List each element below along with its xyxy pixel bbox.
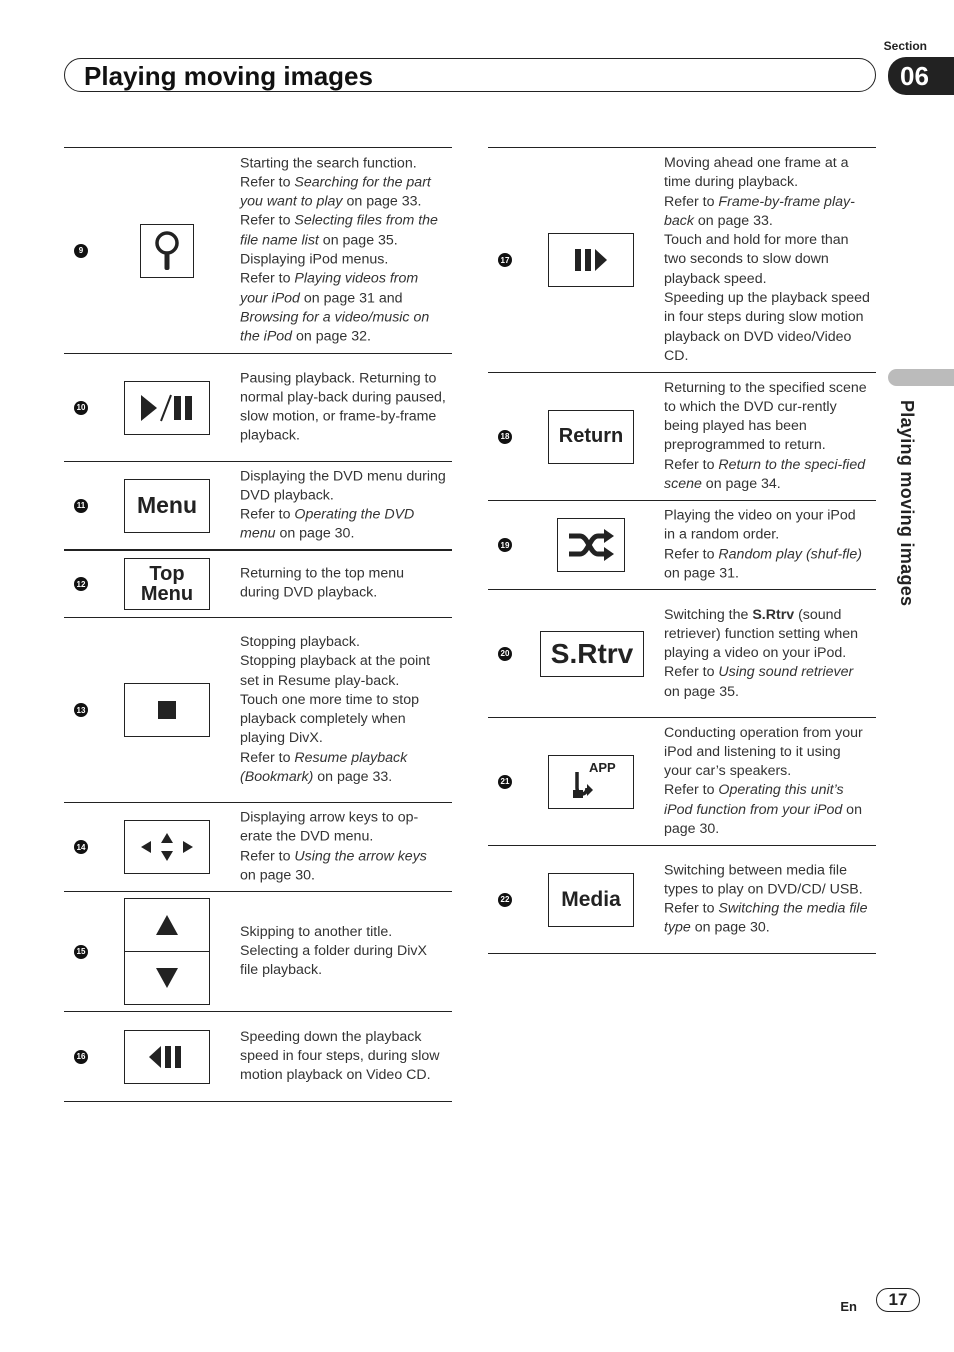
item-number: 16 [74,1050,88,1064]
item-description: Returning to the specified scene to which the DVD cur-rently being played has been preprogrammed to return. Refer to Return to the speci-fied scene on page 34. [664,379,867,493]
list-item [488,500,876,589]
menu-button[interactable]: Menu [124,479,210,533]
item-number: 12 [74,577,88,591]
item-number: 18 [498,430,512,444]
arrow-keys-icon[interactable] [124,820,210,874]
item-number: 14 [74,840,88,854]
side-title: Playing moving images [897,400,917,607]
item-description: Skipping to another title. Selecting a folder during DivX file playback. [240,923,427,979]
left-column [64,147,452,1102]
item-description: Displaying the DVD menu during DVD playback. Refer to Operating the DVD menu on page 30. [240,467,446,542]
list-item [488,589,876,717]
list-item [64,802,452,891]
s-rtrv-button[interactable]: S.Rtrv [540,631,644,677]
list-item [488,147,876,372]
magnifier-icon[interactable] [140,224,194,278]
item-description: Displaying arrow keys to op-erate the DVD menu. Refer to Using the arrow keys on page 30. [240,809,427,884]
stop-icon[interactable] [124,683,210,737]
list-item [64,617,452,802]
play-pause-icon[interactable] [124,381,210,435]
list-item [488,845,876,954]
list-item [64,1011,452,1102]
app-mode-icon[interactable]: APP [548,755,634,809]
frame-advance-icon[interactable] [548,233,634,287]
list-item [64,549,452,617]
down-arrow-icon[interactable] [124,951,210,1005]
list-item [64,891,452,1011]
item-number: 10 [74,401,88,415]
item-number: 19 [498,538,512,552]
item-number: 15 [74,945,88,959]
item-description: Starting the search function. Refer to Searching for the part you want to play on page 33. Refer to Selecting files from the file name list on page 35. Displaying iPod menus. Refer to Playing videos from your iPod on page 31 and Browsing for a video/music on the iPod on page 32. [240,155,438,345]
item-description: Returning to the top menu during DVD playback. [240,565,405,601]
list-item [488,372,876,500]
item-description: Speeding down the playback speed in four steps, during slow motion playback on Video CD. [240,1028,440,1084]
item-description: Moving ahead one frame at a time during playback. Refer to Frame-by-frame play-back on page 33. Touch and hold for more than two seconds to slow down playback speed. Speeding up the playback speed in four steps during slow motion playback on DVD video/Video CD. [664,154,870,364]
title-bar [64,58,876,92]
item-number: 20 [498,647,512,661]
item-number: 13 [74,703,88,717]
item-description: Playing the video on your iPod in a random order. Refer to Random play (shuf-fle) on page 31. [664,507,862,582]
item-number: 21 [498,775,512,789]
up-arrow-icon[interactable] [124,898,210,952]
right-column [488,147,876,954]
shuffle-icon[interactable] [557,518,625,572]
item-description: Pausing playback. Returning to normal play-back during paused, slow motion, or frame-by-frame playback. [240,369,446,444]
side-tab-marker [888,369,954,386]
list-item [64,353,452,461]
language-label: En [840,1299,857,1314]
list-item [64,147,452,353]
top-menu-button[interactable]: Top Menu [124,558,210,610]
item-description: Conducting operation from your iPod and listening to it using your car’s speakers. Refer to Operating this unit’s iPod function from your iPod on page 30. [664,724,863,838]
page-number: 17 [876,1288,920,1312]
slow-reverse-icon[interactable] [124,1030,210,1084]
item-number: 9 [74,244,88,258]
list-item [488,717,876,845]
item-number: 17 [498,253,512,267]
list-item [64,461,452,549]
item-description: Stopping playback. Stopping playback at the point set in Resume play-back. Touch one more time to stop playback completely when playing DivX. Refer to Resume playback (Bookmark) on page 33. [240,633,431,785]
section-label: Section [883,39,927,53]
return-button[interactable]: Return [548,410,634,464]
item-number: 11 [74,499,88,513]
item-description: Switching the S.Rtrv (sound retriever) function setting when playing a video on your iPod. Refer to Using sound retriever on page 35. [664,606,858,700]
page-title: Playing moving images [84,61,373,91]
item-description: Switching between media file types to play on DVD/CD/ USB. Refer to Switching the media file type on page 30. [664,861,868,936]
media-button[interactable]: Media [548,873,634,927]
section-number: 06 [888,57,954,95]
item-number: 22 [498,893,512,907]
